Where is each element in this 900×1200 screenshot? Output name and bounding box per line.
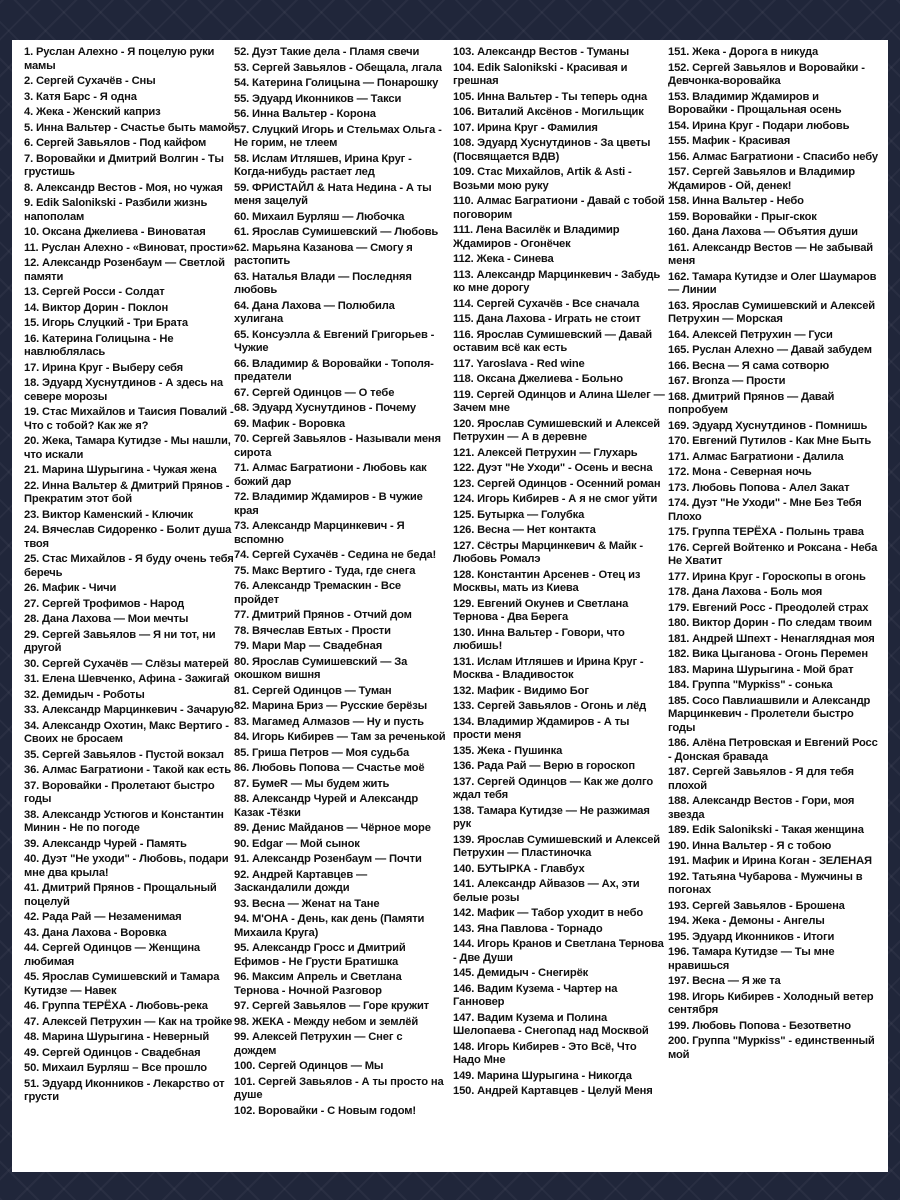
track-item: 83. Магамед Алмазов — Ну и пусть — [234, 715, 424, 728]
track-item: 142. Мафик — Табор уходит в небо — [453, 907, 644, 919]
track-item: 128. Константин Арсенев - Отец из Москвы, мать из Киева — [453, 568, 641, 594]
track-item: 130. Инна Вальтер - Говори, что любишь! — [453, 626, 625, 652]
track-item: 63. Наталья Влади — Последняя любовь — [234, 270, 412, 296]
track-item: 163. Ярослав Сумишевский и Алексей Петрухин — Морская — [668, 299, 876, 325]
track-item: 136. Рада Рай — Верю в гороскоп — [453, 760, 635, 772]
track-item: 97. Сергей Завьялов — Горе кружит — [234, 1000, 430, 1012]
track-item: 49. Сергей Одинцов - Свадебная — [24, 1046, 201, 1059]
track-item: 10. Оксана Джелиева - Виноватая — [24, 226, 206, 238]
track-item: 139. Ярослав Сумишевский и Алексей Петрухин — Пластиночка — [453, 833, 661, 859]
track-item: 87. БумеR — Мы будем жить — [234, 777, 390, 790]
track-item: 31. Елена Шевченко, Афина - Зажигай — [24, 673, 230, 685]
track-item: 186. Алёна Петровская и Евгений Росс - Донская бравада — [668, 737, 878, 763]
track-item: 198. Игорь Кибирев - Холодный ветер сентября — [668, 990, 874, 1016]
track-item: 109. Стас Михайлов, Artik & Asti - Возьми мою руку — [453, 166, 632, 192]
track-item: 176. Сергей Войтенко и Роксана - Неба Не Хватит — [668, 541, 878, 567]
track-item: 23. Виктор Каменский - Ключик — [24, 508, 193, 521]
track-item: 88. Александр Чурей и Александр Казак -Тёзки — [234, 793, 419, 819]
track-item: 188. Александр Вестов - Гори, моя звезда — [668, 795, 855, 821]
track-item: 179. Евгений Росс - Преодолей страх — [668, 601, 869, 614]
track-item: 15. Игорь Слуцкий - Три Брата — [24, 317, 188, 329]
track-item: 66. Владимир & Воровайки - Тополя-предатели — [234, 357, 434, 383]
track-item: 158. Инна Вальтер - Небо — [668, 195, 804, 207]
track-item: 7. Воровайки и Дмитрий Волгин - Ты грустишь — [24, 152, 224, 178]
track-item: 94. М'ОНА - День, как день (Памяти Михаила Круга) — [234, 913, 425, 939]
track-item: 26. Мафик - Чичи — [24, 582, 117, 594]
track-item: 171. Алмас Багратиони - Далила — [668, 450, 844, 463]
tracklist-column-2 — [234, 46, 446, 1166]
track-item: 81. Сергей Одинцов — Туман — [234, 684, 392, 697]
track-item: 96. Максим Апрель и Светлана Тернова - Ночной Разговор — [234, 971, 402, 997]
track-item: 177. Ирина Круг - Гороскопы в огонь — [668, 570, 866, 583]
track-item: 156. Алмас Багратиони - Спасибо небу — [668, 150, 878, 163]
track-item: 119. Сергей Одинцов и Алина Шелег — Зачем мне — [453, 388, 665, 414]
track-item: 107. Ирина Круг - Фамилия — [453, 121, 598, 134]
track-item: 18. Эдуард Хуснутдинов - А здесь на севере морозы — [24, 377, 223, 403]
track-item: 1. Руслан Алехно - Я поцелую руки мамы — [24, 46, 215, 72]
tracklist-column-1 — [24, 46, 236, 1166]
track-item: 132. Мафик - Видимо Бог — [453, 684, 589, 697]
track-item: 170. Евгений Путилов - Как Мне Быть — [668, 435, 872, 447]
track-item: 62. Марьяна Казанова — Смогу я растопить — [234, 241, 413, 267]
track-item: 193. Сергей Завьялов - Брошена — [668, 899, 845, 912]
track-item: 3. Катя Барс - Я одна — [24, 90, 137, 103]
track-item: 72. Владимир Ждамиров - В чужие края — [234, 491, 423, 517]
track-item: 168. Дмитрий Прянов — Давай попробуем — [668, 390, 835, 416]
track-item: 77. Дмитрий Прянов - Отчий дом — [234, 609, 412, 621]
track-item: 182. Вика Цыганова - Огонь Перемен — [668, 648, 868, 660]
track-item: 144. Игорь Кранов и Светлана Тернова - Две Души — [453, 938, 664, 964]
track-item: 131. Ислам Итляшев и Ирина Круг - Москва - Владивосток — [453, 655, 644, 681]
track-item: 108. Эдуард Хуснутдинов - За цветы (Посвящается ВДВ) — [453, 137, 651, 163]
track-item: 175. Группа ТЕРЁХА - Полынь трава — [668, 526, 864, 538]
track-item: 80. Ярослав Сумишевский — За окошком вишня — [234, 655, 408, 681]
track-item: 20. Жека, Тамара Кутидзе - Мы нашли, что искали — [24, 435, 231, 461]
track-item: 189. Edik Salonikski - Такая женщина — [668, 824, 864, 836]
track-item: 120. Ярослав Сумишевский и Алексей Петрухин — А в деревне — [453, 417, 661, 443]
track-item: 24. Вячеслав Сидоренко - Болит душа твоя — [24, 524, 232, 550]
track-item: 6. Сергей Завьялов - Под кайфом — [24, 137, 207, 149]
track-item: 152. Сергей Завьялов и Воровайки - Девчонка-воровайка — [668, 61, 865, 87]
track-item: 58. Ислам Итляшев, Ирина Круг - Когда-нибудь растает лед — [234, 152, 412, 178]
track-item: 71. Алмас Багратиони - Любовь как божий дар — [234, 462, 427, 488]
tracklist-column-3 — [453, 46, 665, 1166]
track-item: 137. Сергей Одинцов — Как же долго ждал тебя — [453, 775, 654, 801]
tracklist-column-4 — [668, 46, 880, 1166]
track-item: 145. Демидыч - Снегирёк — [453, 967, 589, 979]
track-item: 12. Александр Розенбаум — Светлой памяти — [24, 257, 225, 283]
track-item: 183. Марина Шурыгина - Мой брат — [668, 663, 854, 676]
track-item: 21. Марина Шурыгина - Чужая жена — [24, 464, 217, 476]
track-item: 75. Макс Вертиго - Туда, где снега — [234, 564, 416, 577]
track-item: 160. Дана Лахова — Объятия души — [668, 226, 858, 238]
track-item: 102. Воровайки - С Новым годом! — [234, 1104, 416, 1117]
track-item: 76. Александр Тремаскин - Все пройдет — [234, 580, 401, 606]
track-item: 82. Марина Бриз — Русские берёзы — [234, 700, 428, 712]
track-item: 184. Группа "Муркiss" - сонька — [668, 679, 833, 691]
track-item: 112. Жека - Синева — [453, 253, 554, 265]
track-item: 114. Сергей Сухачёв - Все сначала — [453, 297, 640, 310]
track-item: 65. Консуэлла & Евгений Григорьев - Чужие — [234, 328, 435, 354]
track-item: 122. Дуэт "Не Уходи" - Осень и весна — [453, 462, 653, 474]
track-item: 191. Мафик и Ирина Коган - ЗЕЛЕНАЯ — [668, 855, 872, 867]
track-item: 172. Мона - Северная ночь — [668, 466, 812, 478]
track-item: 2. Сергей Сухачёв - Сны — [24, 75, 156, 87]
track-item: 55. Эдуард Иконников — Такси — [234, 92, 402, 105]
track-item: 54. Катерина Голицына — Понарошку — [234, 77, 439, 89]
track-item: 161. Александр Вестов — Не забывай меня — [668, 241, 874, 267]
track-item: 200. Группа "Муркiss" - единственный мой — [668, 1035, 875, 1061]
track-item: 135. Жека - Пушинка — [453, 744, 563, 757]
track-item: 4. Жека - Женский каприз — [24, 106, 161, 118]
track-item: 51. Эдуард Иконников - Лекарство от грусти — [24, 1077, 225, 1103]
track-item: 98. ЖЕКА - Между небом и землёй — [234, 1015, 419, 1028]
track-item: 143. Яна Павлова - Торнадо — [453, 922, 603, 935]
track-item: 90. Edgar — Мой сынок — [234, 837, 360, 850]
track-item: 195. Эдуард Иконников - Итоги — [668, 930, 835, 943]
track-item: 134. Владимир Ждамиров - А ты прости меня — [453, 715, 630, 741]
track-item: 56. Инна Вальтер - Корона — [234, 108, 376, 120]
track-item: 41. Дмитрий Прянов - Прощальный поцелуй — [24, 882, 217, 908]
track-item: 13. Сергей Росси - Солдат — [24, 286, 165, 298]
track-item: 95. Александр Гросс и Дмитрий Ефимов - Не Грусти Братишка — [234, 942, 406, 968]
track-item: 52. Дуэт Такие дела - Пламя свечи — [234, 46, 420, 58]
track-item: 129. Евгений Окунев и Светлана Тернова - Два Берега — [453, 597, 629, 623]
track-item: 44. Сергей Одинцов — Женщина любимая — [24, 942, 201, 968]
track-item: 162. Тамара Кутидзе и Олег Шаумаров — Линии — [668, 270, 877, 296]
track-item: 89. Денис Майданов — Чёрное море — [234, 822, 431, 834]
track-item: 8. Александр Вестов - Моя, но чужая — [24, 181, 223, 194]
track-item: 48. Марина Шурыгина - Неверный — [24, 1031, 210, 1043]
track-item: 154. Ирина Круг - Подари любовь — [668, 119, 850, 132]
track-item: 43. Дана Лахова - Воровка — [24, 926, 167, 939]
track-item: 50. Михаил Бурляш – Все прошло — [24, 1062, 207, 1074]
track-item: 79. Мари Мар — Свадебная — [234, 640, 383, 652]
track-item: 173. Любовь Попова - Алел Закат — [668, 481, 850, 494]
track-item: 28. Дана Лахова — Мои мечты — [24, 613, 189, 625]
track-item: 123. Сергей Одинцов - Осенний роман — [453, 477, 661, 490]
track-item: 105. Инна Вальтер - Ты теперь одна — [453, 90, 648, 103]
track-item: 39. Александр Чурей - Память — [24, 837, 187, 850]
track-item: 124. Игорь Кибирев - А я не смог уйти — [453, 493, 658, 505]
tracklist-sheet — [12, 40, 888, 1172]
track-item: 34. Александр Охотин, Макс Вертиго - Своих не бросаем — [24, 719, 229, 745]
track-item: 32. Демидыч - Роботы — [24, 688, 145, 701]
track-item: 33. Александр Марцинкевич - Зачарую — [24, 704, 234, 716]
track-item: 103. Александр Вестов - Туманы — [453, 46, 629, 58]
track-item: 99. Алексей Петрухин — Снег с дождем — [234, 1031, 403, 1057]
track-item: 106. Виталий Аксёнов - Могильщик — [453, 106, 644, 118]
track-item: 192. Татьяна Чубарова - Мужчины в погонах — [668, 870, 863, 896]
track-item: 151. Жека - Дорога в никуда — [668, 46, 819, 58]
track-item: 93. Весна — Женат на Тане — [234, 897, 380, 910]
track-item: 113. Александр Марцинкевич - Забудь ко мне дорогу — [453, 268, 661, 294]
track-item: 100. Сергей Одинцов — Мы — [234, 1060, 384, 1072]
track-item: 101. Сергей Завьялов - А ты просто на душе — [234, 1075, 444, 1101]
track-item: 146. Вадим Кузема - Чартер на Ганновер — [453, 982, 618, 1008]
track-item: 115. Дана Лахова - Играть не стоит — [453, 313, 641, 325]
track-item: 30. Сергей Сухачёв — Слёзы матерей — [24, 657, 229, 670]
track-item: 25. Стас Михайлов - Я буду очень тебя беречь — [24, 553, 234, 579]
track-item: 78. Вячеслав Евтых - Прости — [234, 624, 391, 637]
track-item: 5. Инна Вальтер - Счастье быть мамой — [24, 121, 235, 134]
track-item: 167. Bronza — Прости — [668, 375, 786, 387]
track-item: 59. ФРИСТАЙЛ & Ната Недина - А ты меня зацелуй — [234, 181, 432, 207]
track-item: 180. Виктор Дорин - По следам твоим — [668, 617, 872, 629]
track-item: 104. Edik Salonikski - Красивая и грешная — [453, 61, 628, 87]
track-item: 60. Михаил Бурляш — Любочка — [234, 210, 405, 223]
track-item: 57. Слуцкий Игорь и Стельмах Ольга - Не горим, не тлеем — [234, 123, 442, 149]
track-item: 178. Дана Лахова - Боль моя — [668, 586, 823, 598]
track-item: 86. Любовь Попова — Счастье моё — [234, 762, 425, 774]
track-item: 111. Лена Василёк и Владимир Ждамиров - Огонёчек — [453, 224, 620, 250]
track-item: 190. Инна Вальтер - Я с тобою — [668, 839, 832, 852]
track-item: 9. Edik Salonikski - Разбили жизнь напополам — [24, 197, 208, 223]
track-item: 126. Весна — Нет контакта — [453, 524, 596, 536]
track-item: 148. Игорь Кибирев - Это Всё, Что Надо Мне — [453, 1040, 637, 1066]
track-item: 121. Алексей Петрухин — Глухарь — [453, 446, 638, 459]
track-item: 74. Сергей Сухачёв - Седина не беда! — [234, 549, 437, 561]
track-item: 64. Дана Лахова — Полюбила хулигана — [234, 299, 395, 325]
track-item: 110. Алмас Багратиони - Давай с тобой поговорим — [453, 195, 665, 221]
track-item: 116. Ярослав Сумишевский — Давай оставим всё как есть — [453, 328, 653, 354]
track-item: 35. Сергей Завьялов - Пустой вокзал — [24, 748, 224, 761]
track-item: 37. Воровайки - Пролетают быстро годы — [24, 779, 215, 805]
track-item: 194. Жека - Демоны - Ангелы — [668, 915, 825, 927]
track-item: 118. Оксана Джелиева - Больно — [453, 373, 623, 385]
track-item: 17. Ирина Круг - Выберу себя — [24, 361, 184, 374]
track-item: 181. Андрей Шпехт - Ненаглядная моя — [668, 632, 875, 645]
track-item: 150. Андрей Картавцев - Целуй Меня — [453, 1085, 653, 1097]
track-item: 47. Алексей Петрухин — Как на тройке — [24, 1015, 233, 1028]
track-item: 68. Эдуард Хуснутдинов - Почему — [234, 402, 416, 414]
track-item: 42. Рада Рай — Незаменимая — [24, 911, 182, 923]
track-item: 149. Марина Шурыгина - Никогда — [453, 1069, 632, 1082]
track-item: 141. Александр Айвазов — Ах, эти белые розы — [453, 878, 640, 904]
track-item: 165. Руслан Алехно — Давай забудем — [668, 344, 872, 356]
track-item: 73. Александр Марцинкевич - Я вспомню — [234, 520, 405, 546]
track-item: 67. Сергей Одинцов — О тебе — [234, 386, 395, 399]
track-item: 91. Александр Розенбаум — Почти — [234, 853, 422, 865]
track-item: 92. Андрей Картавцев — Заскандалили дожди — [234, 868, 368, 894]
track-item: 140. БУТЫРКА - Главбух — [453, 862, 585, 875]
track-item: 153. Владимир Ждамиров и Воровайки - Прощальная осень — [668, 90, 842, 116]
track-item: 27. Сергей Трофимов - Народ — [24, 597, 185, 610]
track-item: 169. Эдуард Хуснутдинов - Помнишь — [668, 419, 868, 432]
track-item: 164. Алексей Петрухин — Гуси — [668, 328, 833, 341]
track-item: 157. Сергей Завьялов и Владимир Ждамиров - Ой, денек! — [668, 166, 855, 192]
track-item: 61. Ярослав Сумишевский — Любовь — [234, 226, 439, 238]
track-item: 22. Инна Вальтер & Дмитрий Прянов - Прекратим этот бой — [24, 479, 230, 505]
track-item: 187. Сергей Завьялов - Я для тебя плохой — [668, 766, 854, 792]
track-item: 125. Бутырка — Голубка — [453, 508, 585, 521]
track-item: 166. Весна — Я сама сотворю — [668, 359, 829, 372]
track-item: 199. Любовь Попова - Безответно — [668, 1019, 851, 1032]
track-item: 19. Стас Михайлов и Таисия Повалий - Что с тобой? Как же я? — [24, 406, 234, 432]
track-item: 38. Александр Устюгов и Константин Минин - Не по погоде — [24, 808, 224, 834]
track-item: 16. Катерина Голицына - Не навлюблялась — [24, 332, 174, 358]
track-item: 196. Тамара Кутидзе — Ты мне нравишься — [668, 946, 835, 972]
track-item: 85. Гриша Петров — Моя судьба — [234, 746, 410, 759]
track-item: 36. Алмас Багратиони - Такой как есть — [24, 764, 231, 776]
track-item: 117. Yaroslava - Red wine — [453, 357, 585, 370]
track-item: 127. Сёстры Марцинкевич & Майк - Любовь Ромалэ — [453, 539, 643, 565]
track-item: 133. Сергей Завьялов - Огонь и лёд — [453, 700, 647, 712]
track-item: 29. Сергей Завьялов — Я ни тот, ни другой — [24, 628, 216, 654]
track-item: 46. Группа ТЕРЁХА - Любовь-река — [24, 1000, 208, 1012]
track-item: 45. Ярослав Сумишевский и Тамара Кутидзе — Навек — [24, 971, 220, 997]
track-item: 197. Весна — Я же та — [668, 975, 781, 987]
track-item: 174. Дуэт "Не Уходи" - Мне Без Тебя Плохо — [668, 497, 862, 523]
track-item: 53. Сергей Завьялов - Обещала, лгала — [234, 61, 442, 74]
track-item: 84. Игорь Кибирев — Там за реченькой — [234, 731, 446, 743]
track-item: 40. Дуэт "Не уходи" - Любовь, подари мне два крыла! — [24, 853, 229, 879]
track-item: 185. Сосо Павлиашвили и Александр Марцинкевич - Пролетели быстро годы — [668, 694, 871, 734]
track-item: 155. Мафик - Красивая — [668, 135, 791, 147]
track-item: 11. Руслан Алехно - «Виноват, прости» — [24, 241, 234, 254]
track-item: 70. Сергей Завьялов - Называли меня сирота — [234, 433, 441, 459]
track-item: 147. Вадим Кузема и Полина Шелопаева - Снегопад над Москвой — [453, 1011, 649, 1037]
track-item: 14. Виктор Дорин - Поклон — [24, 301, 169, 314]
track-item: 159. Воровайки - Прыг-скок — [668, 210, 817, 223]
track-item: 69. Мафик - Воровка — [234, 417, 345, 430]
track-item: 138. Тамара Кутидзе — Не разжимая рук — [453, 804, 650, 830]
